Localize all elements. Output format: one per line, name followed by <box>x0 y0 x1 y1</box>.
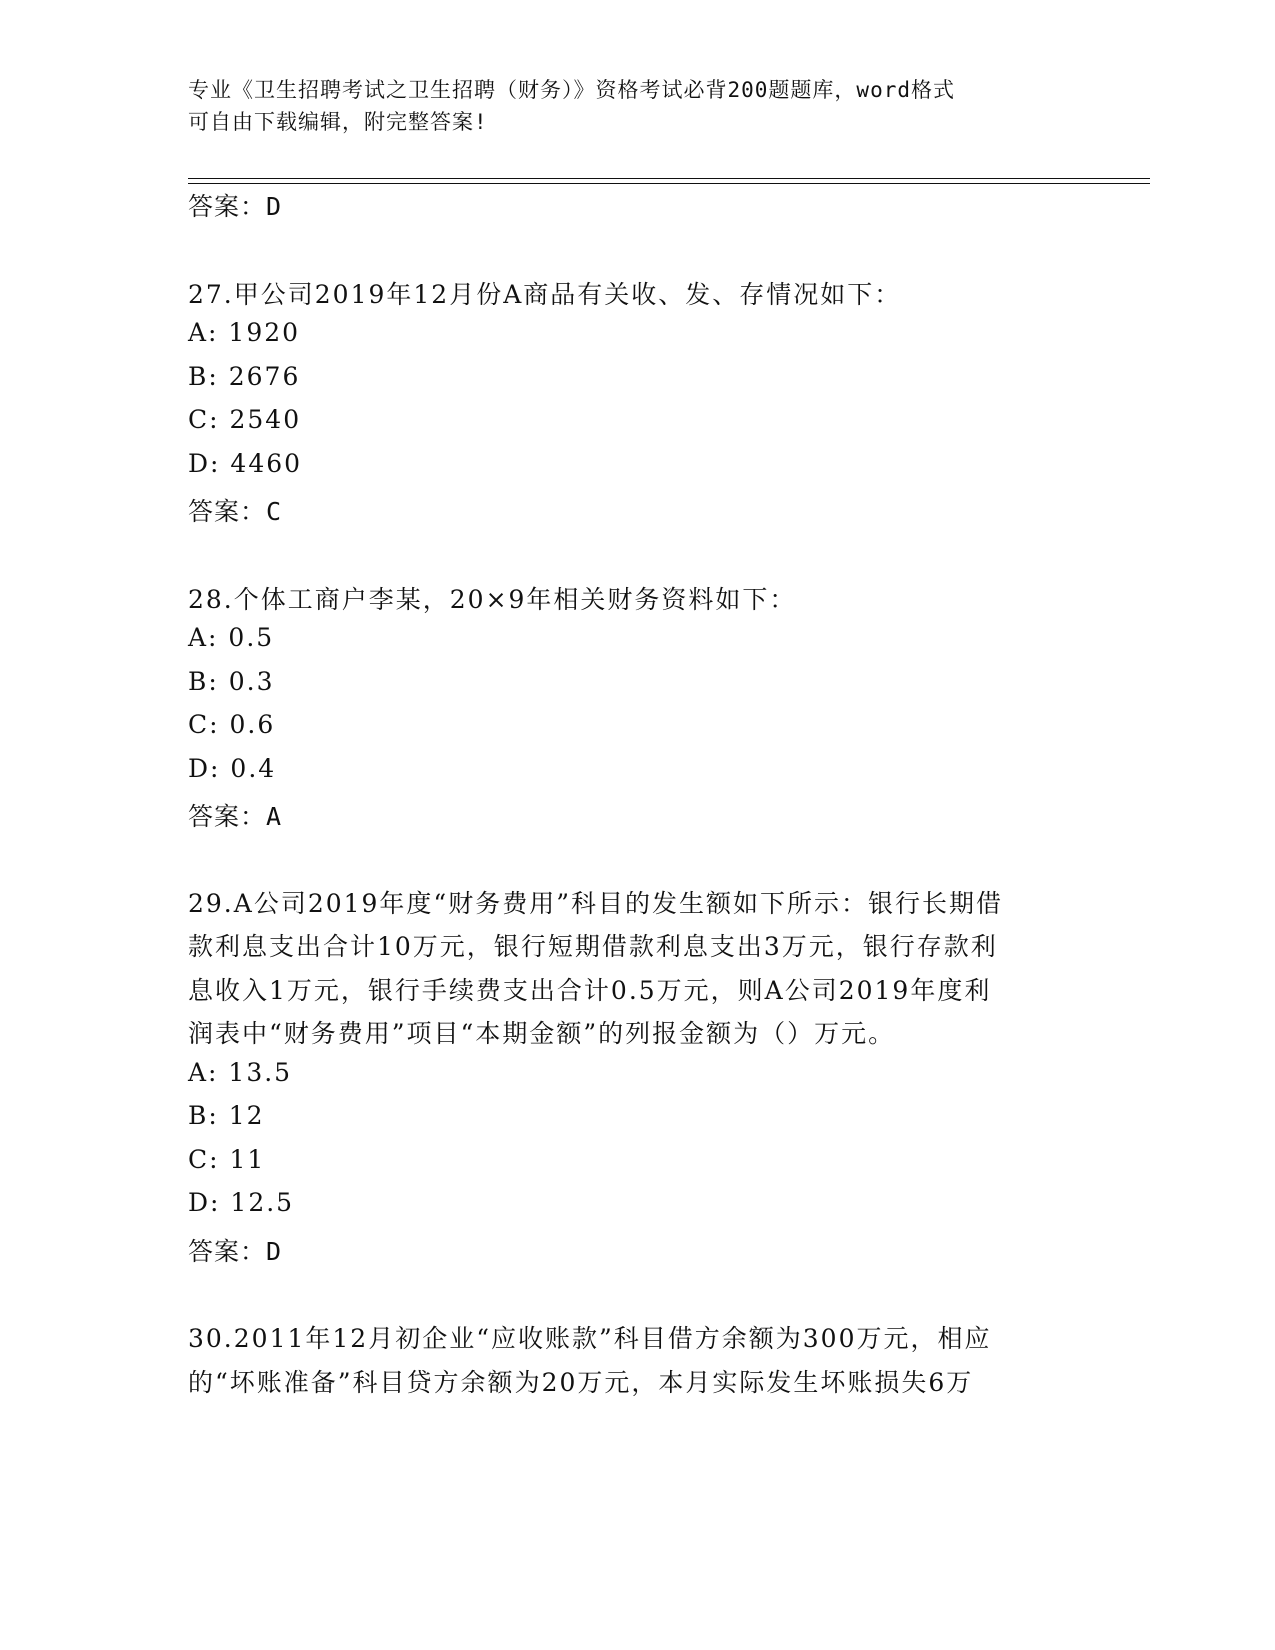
question-29-text-line-1: 29.A公司2019年度“财务费用”科目的发生额如下所示：银行长期借 <box>188 889 1003 918</box>
header-title-line-1: 专业《卫生招聘考试之卫生招聘（财务）》资格考试必背200题题库，word格式 <box>188 78 955 102</box>
question-28-text: 28.个体工商户李某，20×9年相关财务资料如下： <box>188 585 797 614</box>
header-title-line-2: 可自由下载编辑，附完整答案! <box>188 110 488 134</box>
header-divider-bottom <box>188 183 1150 184</box>
question-27-option-c: C: 2540 <box>188 405 302 434</box>
question-27-option-b: B: 2676 <box>188 362 301 391</box>
question-28-option-c: C: 0.6 <box>188 710 276 739</box>
question-30-text-line-2: 的“坏账准备”科目贷方余额为20万元，本月实际发生坏账损失6万 <box>188 1368 974 1397</box>
question-27-option-a: A: 1920 <box>188 318 301 347</box>
answer-q29: 答案：D <box>188 1237 283 1266</box>
answer-q26: 答案：D <box>188 192 283 221</box>
question-29-text-line-3: 息收入1万元，银行手续费支出合计0.5万元，则A公司2019年度利 <box>188 976 992 1005</box>
answer-q28: 答案：A <box>188 802 283 831</box>
document-header <box>188 74 1068 138</box>
answer-q27: 答案：C <box>188 497 283 526</box>
question-29-option-d: D: 12.5 <box>188 1188 295 1217</box>
question-28-option-a: A: 0.5 <box>188 623 275 652</box>
question-28-option-d: D: 0.4 <box>188 754 277 783</box>
question-27-text: 27.甲公司2019年12月份A商品有关收、发、存情况如下： <box>188 280 902 309</box>
question-28-option-b: B: 0.3 <box>188 667 275 696</box>
question-29-text-line-4: 润表中“财务费用”项目“本期金额”的列报金额为（）万元。 <box>188 1019 896 1048</box>
question-27-option-d: D: 4460 <box>188 449 303 478</box>
header-divider-top <box>188 178 1150 179</box>
question-29-option-c: C: 11 <box>188 1145 266 1174</box>
question-29-option-b: B: 12 <box>188 1101 265 1130</box>
question-30-text-line-1: 30.2011年12月初企业“应收账款”科目借方余额为300万元，相应 <box>188 1324 992 1353</box>
question-29-text-line-2: 款利息支出合计10万元，银行短期借款利息支出3万元，银行存款利 <box>188 932 998 961</box>
question-29-option-a: A: 13.5 <box>188 1058 293 1087</box>
